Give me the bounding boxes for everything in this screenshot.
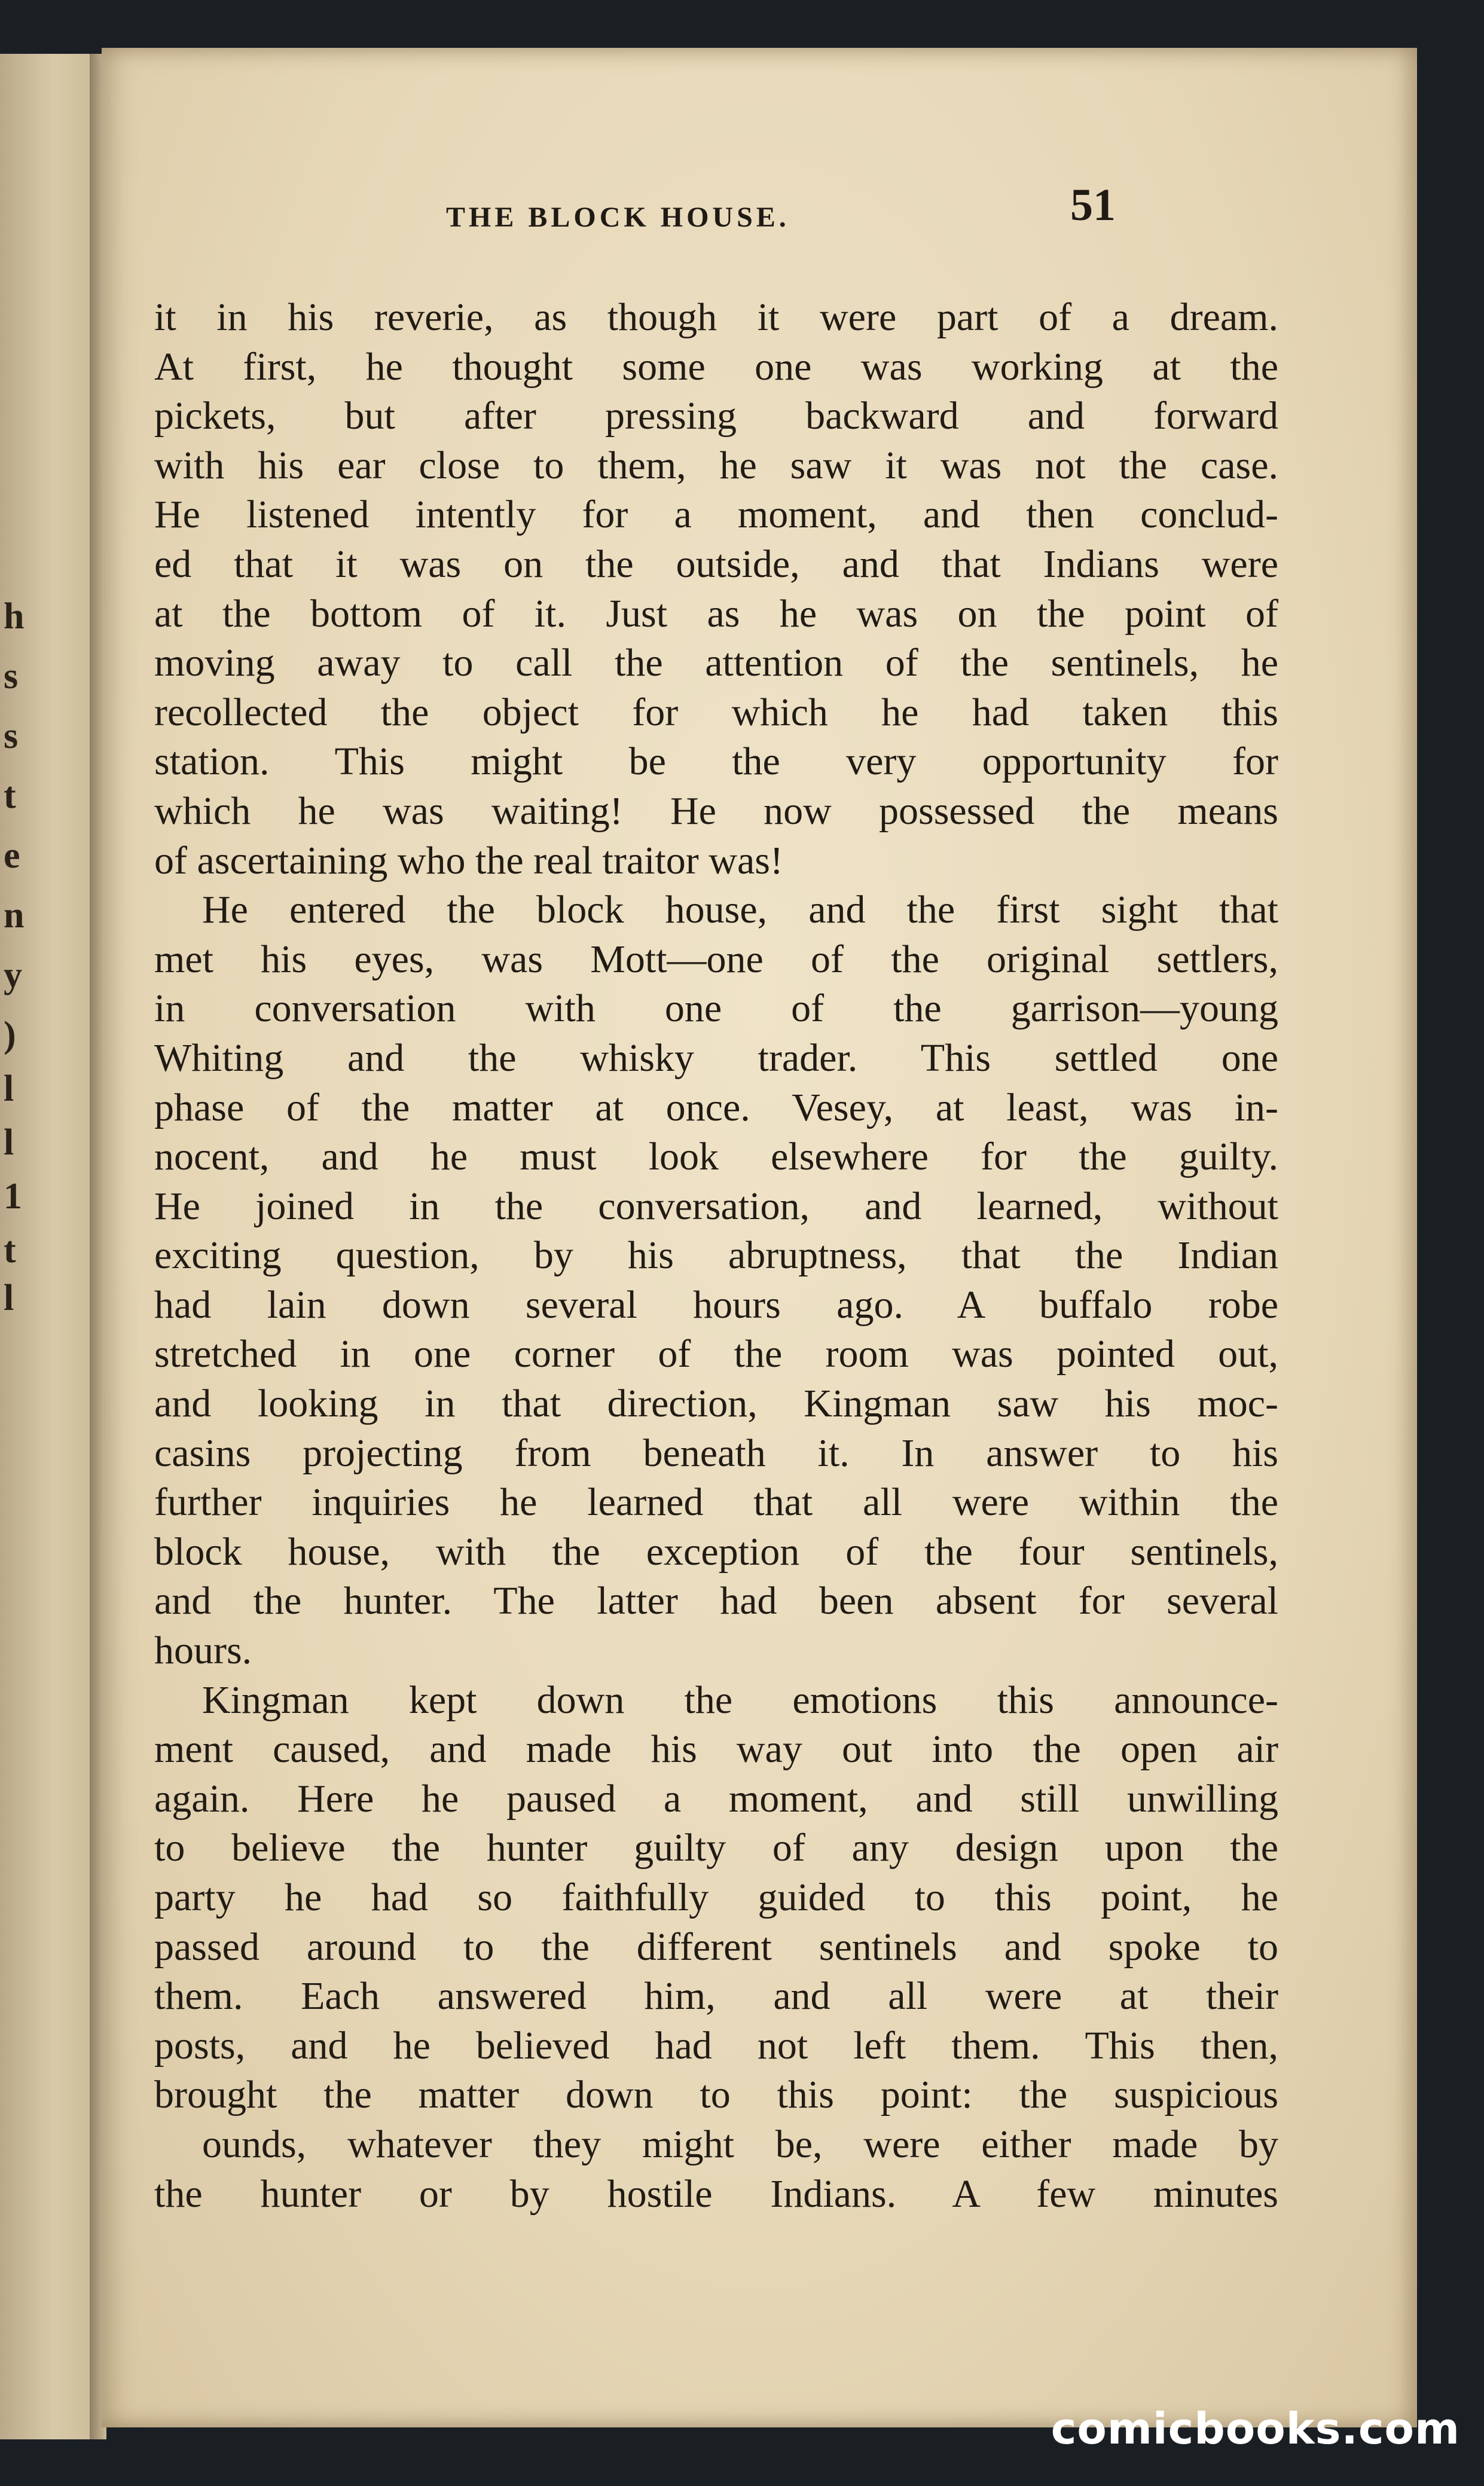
text-line: recollected the object for which he had taken this <box>154 690 1278 734</box>
facing-page-edge <box>0 54 90 2439</box>
text-line: He joined in the conversation, and learned, without <box>154 1184 1278 1228</box>
text-line: met his eyes, was Mott—one of the original settlers, <box>154 937 1278 981</box>
text-line: ounds, whatever they might be, were either made by <box>202 2122 1278 2166</box>
text-line: He listened intently for a moment, and then conclud- <box>154 493 1278 537</box>
text-line: and looking in that direction, Kingman saw his moc- <box>154 1382 1278 1426</box>
text-line: the hunter or by hostile Indians. A few minutes <box>154 2172 1278 2216</box>
body-text <box>154 293 1278 2219</box>
facing-page-fragment: l <box>4 1122 14 1163</box>
facing-page-fragment: h <box>4 596 25 637</box>
text-line: nocent, and he must look elsewhere for the guilty. <box>154 1135 1278 1179</box>
text-line: further inquiries he learned that all were within the <box>154 1480 1278 1525</box>
facing-page-fragment: l <box>4 1068 14 1109</box>
text-line: again. Here he paused a moment, and still unwilling <box>154 1776 1278 1821</box>
text-line: with his ear close to them, he saw it was not the case. <box>154 443 1278 487</box>
text-line: He entered the block house, and the first sight that <box>202 888 1278 932</box>
watermark: comicbooks.com <box>1051 2403 1460 2454</box>
text-line: exciting question, by his abruptness, that the Indian <box>154 1233 1278 1278</box>
facing-page-fragment: ) <box>4 1015 16 1055</box>
text-line: party he had so faithfully guided to this point, he <box>154 1876 1278 1919</box>
text-line: in conversation with one of the garrison—young <box>154 987 1278 1031</box>
facing-page-fragment: e <box>4 835 20 876</box>
text-line: at the bottom of it. Just as he was on the point of <box>154 591 1278 636</box>
running-head <box>446 179 1116 251</box>
facing-page-fragment: t <box>4 1230 16 1271</box>
text-line: ed that it was on the outside, and that Indians were <box>154 542 1278 586</box>
text-line: phase of the matter at once. Vesey, at least, was in- <box>154 1085 1278 1129</box>
text-line: of ascertaining who the real traitor was! <box>154 838 783 882</box>
text-line: hours. <box>154 1629 252 1673</box>
text-line: stretched in one corner of the room was pointed out, <box>154 1332 1278 1376</box>
text-line: and the hunter. The latter had been absent for several <box>154 1579 1278 1623</box>
text-line: which he was waiting! He now possessed the means <box>154 789 1278 833</box>
facing-page-fragment: n <box>4 895 25 936</box>
text-line: them. Each answered him, and all were at their <box>154 1974 1278 2018</box>
facing-page-fragment: t <box>4 775 16 816</box>
text-line: had lain down several hours ago. A buffalo robe <box>154 1282 1278 1327</box>
text-line: passed around to the different sentinels and spoke to <box>154 1925 1278 1969</box>
text-line: block house, with the exception of the four sentinels, <box>154 1529 1278 1574</box>
facing-page-fragment: 1 <box>4 1176 22 1217</box>
text-line: pickets, but after pressing backward and forward <box>154 394 1278 438</box>
text-line: Whiting and the whisky trader. This settled one <box>154 1036 1278 1080</box>
text-line: Kingman kept down the emotions this announce- <box>202 1678 1278 1722</box>
text-line: brought the matter down to this point: the suspicious <box>154 2073 1278 2117</box>
text-line: station. This might be the very opportunity for <box>154 740 1278 784</box>
text-line: to believe the hunter guilty of any design upon the <box>154 1826 1278 1870</box>
text-line: it in his reverie, as though it were part of a dream. <box>154 295 1278 339</box>
text-line: posts, and he believed had not left them. This then, <box>154 2023 1278 2067</box>
text-line: At first, he thought some one was working at the <box>154 344 1278 389</box>
text-line: ment caused, and made his way out into the open air <box>154 1727 1278 1772</box>
facing-page-fragment: s <box>4 716 19 756</box>
text-line: moving away to call the attention of the sentinels, he <box>154 641 1278 685</box>
facing-page-fragment: s <box>4 656 19 697</box>
page-number: 51 <box>1070 180 1116 230</box>
facing-page-fragment: l <box>4 1278 14 1318</box>
running-head-title: THE BLOCK HOUSE. <box>446 201 790 233</box>
text-line: casins projecting from beneath it. In answer to his <box>154 1431 1278 1475</box>
facing-page-fragment: y <box>4 955 22 995</box>
